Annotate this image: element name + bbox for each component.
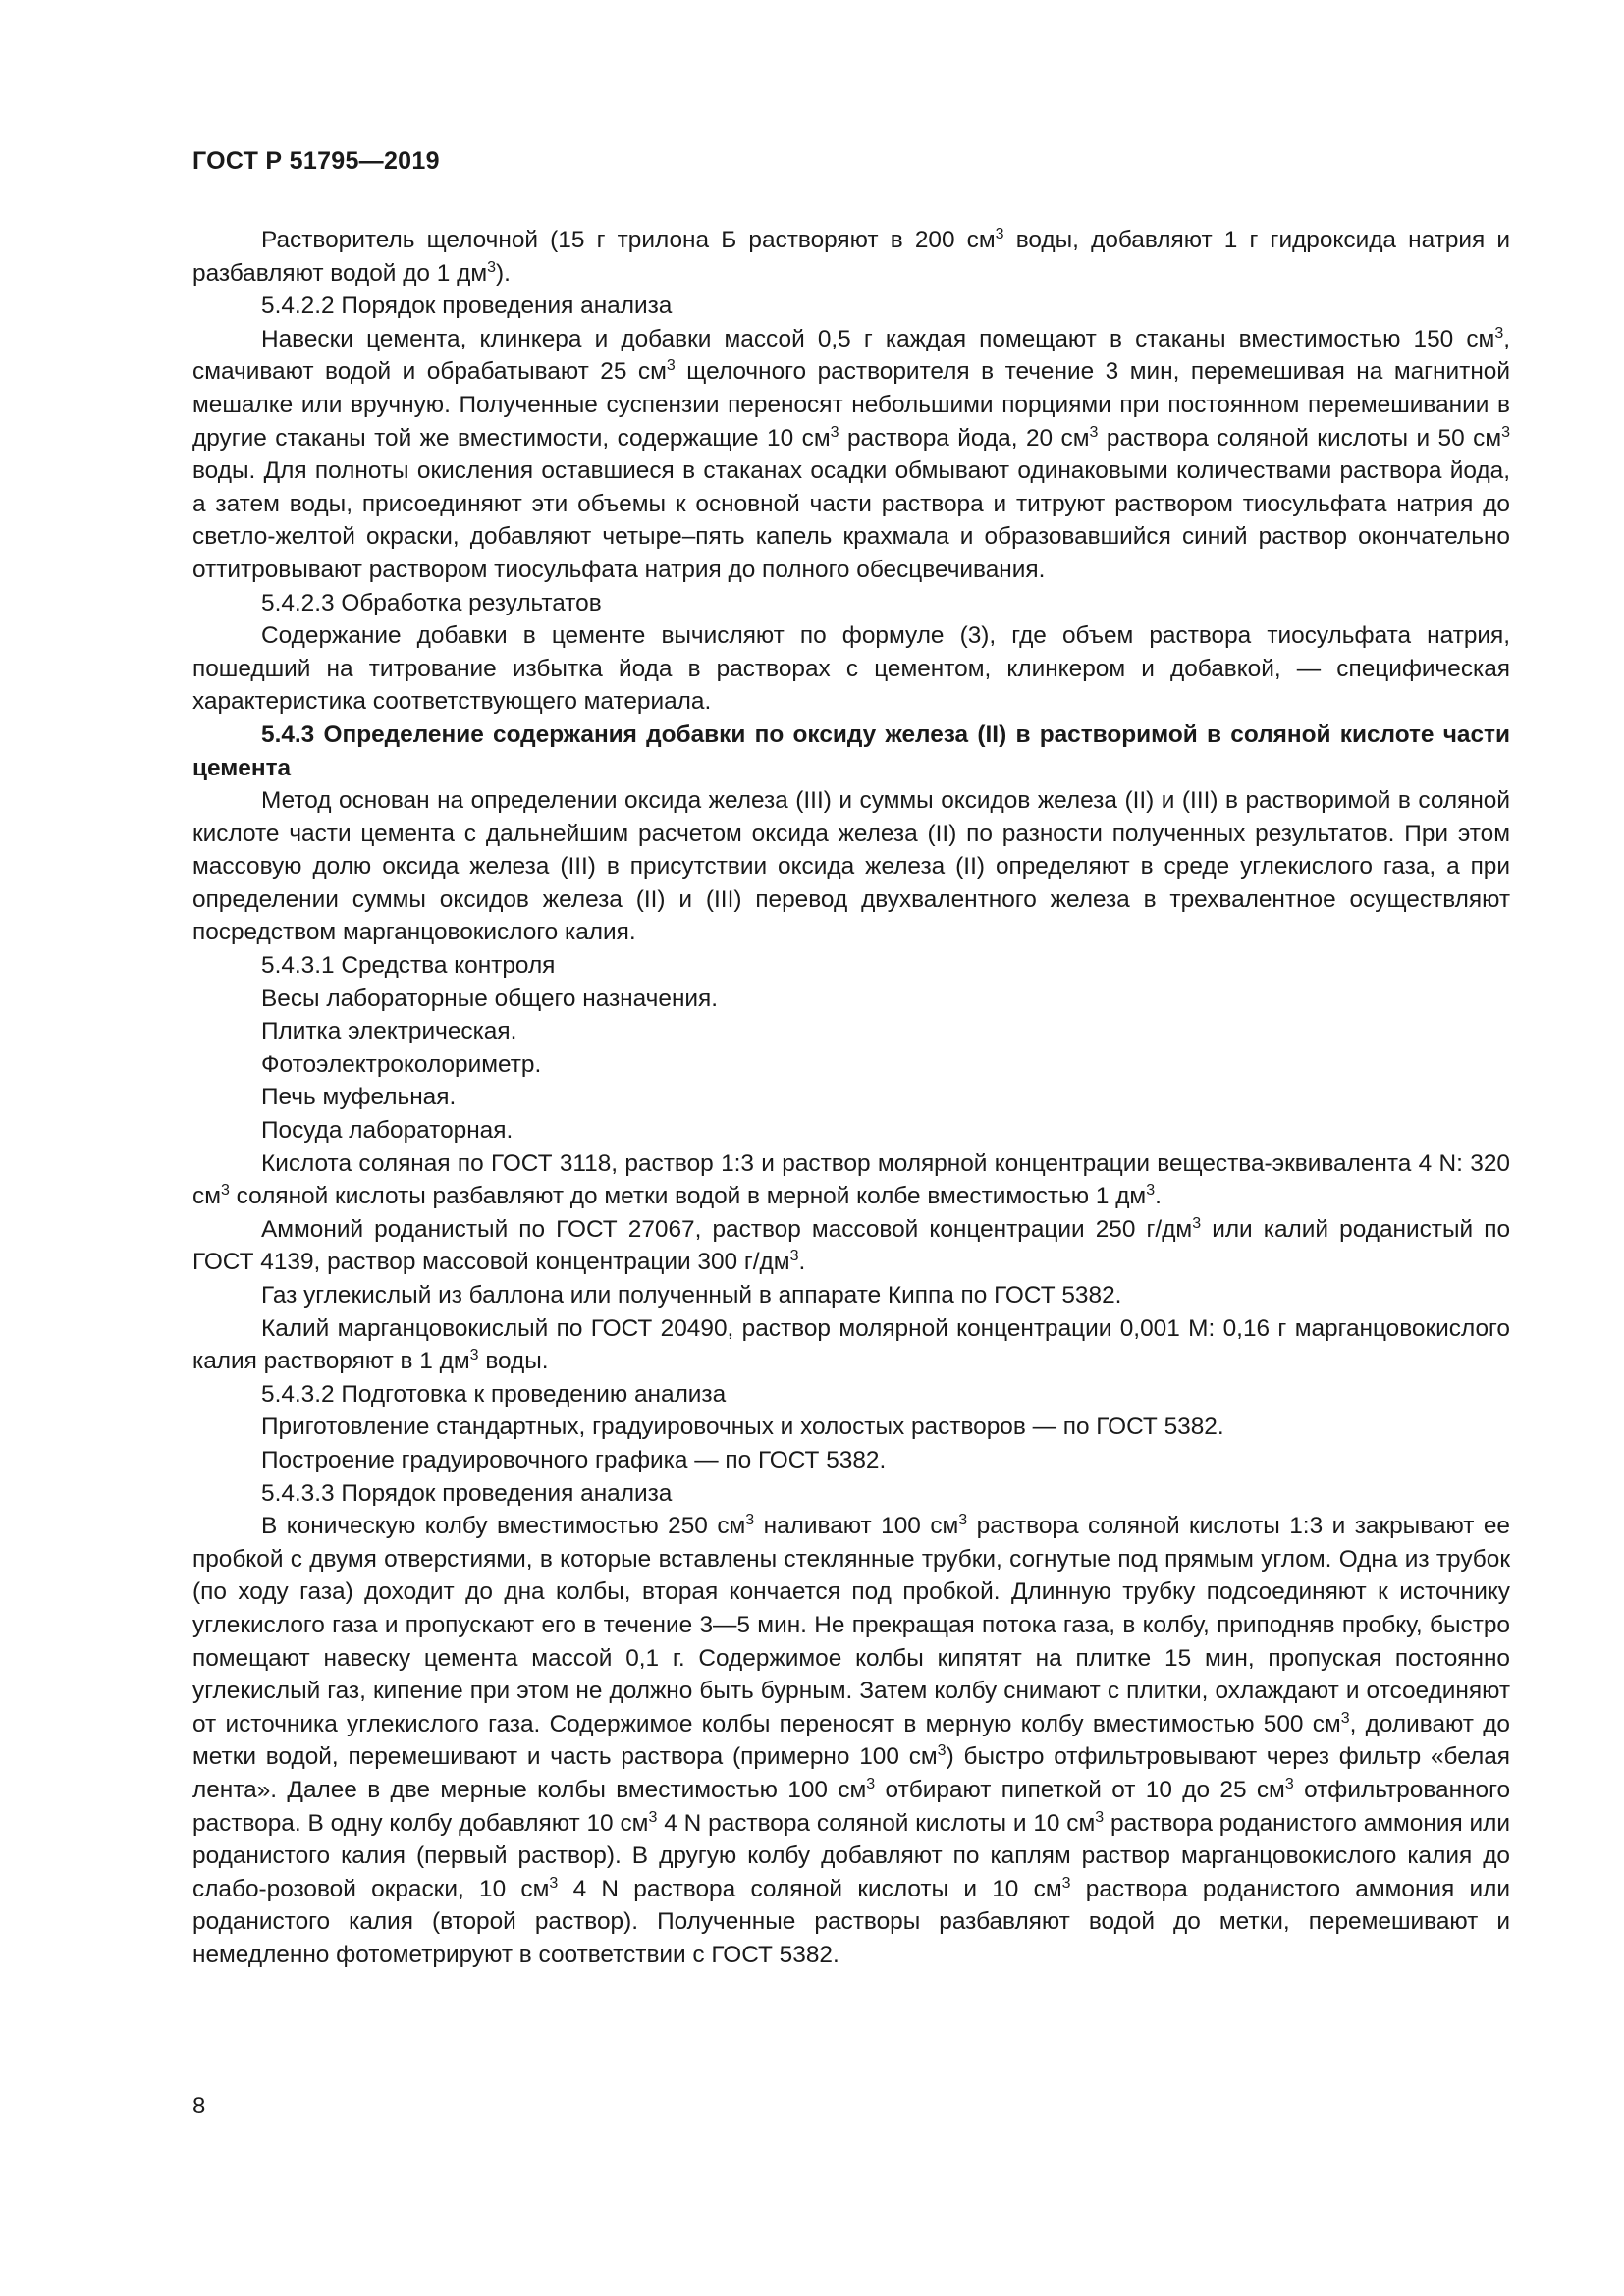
paragraph-standard-solutions: Приготовление стандартных, градуировочных и холостых растворов — по ГОСТ 5382. xyxy=(261,1414,1224,1441)
list-item-permanganate: Калий марганцовокислый по ГОСТ 20490, раствор молярной концентрации 0,001 М: 0,16 г марганцовокислого калия растворяют в 1 $дм^3$ воды. xyxy=(192,1314,1510,1375)
list-item-hydrochloric-acid: Кислота соляная по ГОСТ 3118, раствор 1:3 и раствор молярной концентрации вещества-эквивалента 4 N: 320 $см^3$ соляной кислоты разбавляют до метки водой в мерной колбе вместимостью 1 $дм^3$. xyxy=(192,1149,1510,1210)
paragraph-analysis-procedure: В коническую колбу вместимостью 250 $см^3$ наливают 100 $см^3$ раствора соляной кислоты 1:3 и закрывают ее пробкой с двумя отверстиями, в которые вставлены стеклянные трубки, согнутые под прямым углом. Одна из трубок (по ходу газа) доходит до дна колбы, вторая кончается под пробкой. Длинную трубку подсоединяют к источнику углекислого газа и пропускают его в течение 3—5 мин. Не прекращая потока газа, в колбу, приподняв пробку, быстро помещают навеску цемента массой 0,1 г. Содержимое колбы кипятят на плитке 15 мин, пропуская постоянно углекислый газ, кипение при этом не должно быть бурным. Затем колбу снимают с плитки, охлаждают и отсоединяют от источника углекислого газа. Содержимое колбы переносят в мерную колбу вместимостью 500 $см^3$, доливают до метки водой, перемешивают и часть раствора (примерно 100 $см^3$) быстро отфильтровывают через фильтр «белая лента». Далее в две мерные колбы вместимостью 100 $см^3$ отбирают пипеткой от 10 до 25 $см^3$ отфильтрованного раствора. В одну колбу добавляют 10 $см^3$ 4 N раствора соляной кислоты и 10 $см^3$ раствора роданистого аммония или роданистого калия (первый раствор). В другую колбу добавляют по каплям раствор марганцовокислого калия до слабо-розовой окраски, 10 $см^3$ 4 N раствора соляной кислоты и 10 $см^3$ раствора роданистого аммония или роданистого калия (второй раствор). Полученные растворы разбавляют водой до метки, перемешивают и немедленно фотометрируют в соответствии с ГОСТ 5382. xyxy=(192,1512,1511,1968)
paragraph-calibration: Построение градуировочного графика — по ГОСТ 5382. xyxy=(261,1446,887,1473)
section-heading-5-4-3: 5.4.3 Определение содержания добавки по оксиду железа (II) в растворимой в соляной кислоте части цемента xyxy=(192,721,1510,781)
list-item-scales: Весы лабораторные общего назначения. xyxy=(261,985,719,1012)
paragraph-results: Содержание добавки в цементе вычисляют по формуле (3), где объем раствора тиосульфата натрия, пошедший на титрование избытка йода в растворах с цементом, клинкером и добавкой, — специфическая характеристика соответствующего материала. xyxy=(192,622,1510,716)
page-number: 8 xyxy=(192,2093,206,2119)
section-heading-5-4-2-2: 5.4.2.2 Порядок проведения анализа xyxy=(261,293,673,320)
document-header: ГОСТ Р 51795—2019 xyxy=(192,147,440,175)
paragraph-method: Метод основан на определении оксида железа (III) и суммы оксидов железа (II) и (III) в растворимой в соляной кислоте части цемента с дальнейшим расчетом оксида железа (II) по разности полученных результатов. При этом массовую долю оксида железа (III) в присутствии оксида железа (II) определяют в среде углекислого газа, а при определении суммы оксидов железа (II) и (III) перевод двухвалентного железа в трехвалентное осуществляют посредством марганцовокислого калия. xyxy=(192,787,1510,946)
list-item-carbon-dioxide: Газ углекислый из баллона или полученный в аппарате Киппа по ГОСТ 5382. xyxy=(261,1282,1122,1308)
list-item-colorimeter: Фотоэлектроколориметр. xyxy=(261,1050,542,1078)
list-item-furnace: Печь муфельная. xyxy=(261,1084,457,1111)
paragraph-solvent: Растворитель щелочной (15 г трилона Б растворяют в 200 $см^3$ воды, добавляют 1 г гидроксида натрия и разбавляют водой до 1 $дм^3$). xyxy=(192,226,1510,287)
paragraph-procedure: Навески цемента, клинкера и добавки массой 0,5 г каждая помещают в стаканы вместимостью 150 $см^3$, смачивают водой и обрабатывают 25 $см^3$ щелочного растворителя в течение 3 мин, перемешивая на магнитной мешалке или вручную. Полученные суспензии переносят небольшими порциями при постоянном перемешивании в другие стаканы той же вместимости, содержащие 10 $см^3$ раствора йода, 20 $см^3$ раствора соляной кислоты и 50 $см^3$ воды. Для полноты окисления оставшиеся в стаканах осадки обмывают одинаковыми количествами раствора йода, а затем воды, присоединяют эти объемы к основной части раствора и титруют раствором тиосульфата натрия до светло-желтой окраски, добавляют четыре–пять капель крахмала и образовавшийся синий раствор окончательно оттитровывают раствором тиосульфата натрия до полного обесцвечивания. xyxy=(192,324,1510,583)
list-item-hotplate: Плитка электрическая. xyxy=(261,1018,517,1045)
section-heading-5-4-3-3: 5.4.3.3 Порядок проведения анализа xyxy=(261,1479,673,1507)
list-item-thiocyanate: Аммоний роданистый по ГОСТ 27067, раствор массовой концентрации 250 $г/дм^3$ или калий роданистый по ГОСТ 4139, раствор массовой концентрации 300 $г/дм^3$. xyxy=(192,1214,1511,1276)
section-heading-5-4-2-3: 5.4.2.3 Обработка результатов xyxy=(261,589,602,616)
document-body xyxy=(192,224,1510,1971)
section-heading-5-4-3-2: 5.4.3.2 Подготовка к проведению анализа xyxy=(261,1380,727,1408)
list-item-glassware: Посуда лабораторная. xyxy=(261,1117,514,1145)
section-heading-5-4-3-1: 5.4.3.1 Средства контроля xyxy=(261,952,556,980)
